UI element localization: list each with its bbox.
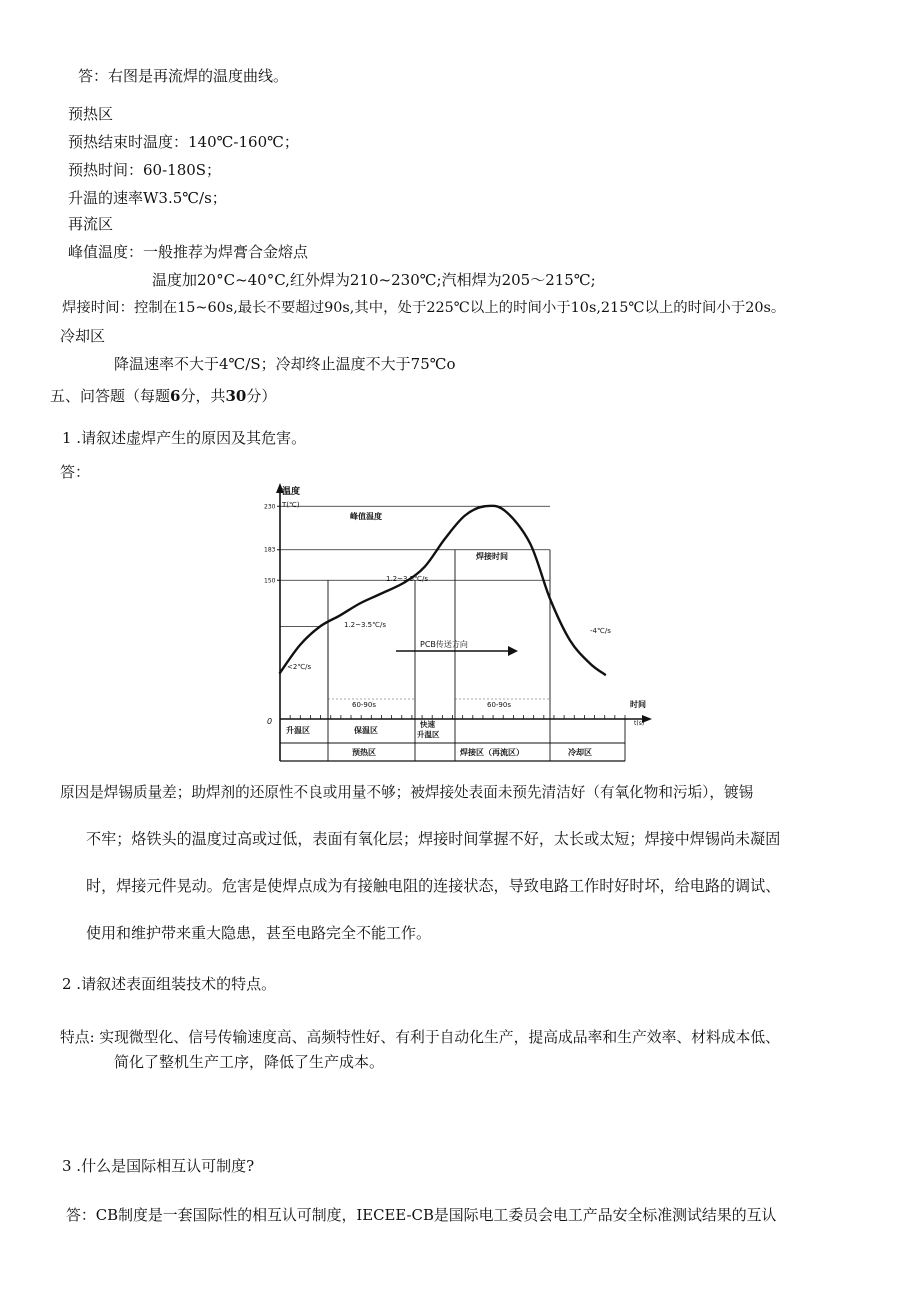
y-tick-label-183: 183 [264,546,276,554]
cooling-detail: 降温速率不大于4℃/S；冷却终止温度不大于75℃o [114,355,456,373]
answer-intro: 答：右图是再流焊的温度曲线。 [78,67,289,85]
preheat-time: 预热时间：60-180S； [68,161,222,179]
zone-reflow-label: 焊接区（再流区） [460,748,524,757]
section5-title-mid: 分，共 [180,387,226,405]
zone-fast-ramp-label: 升温区 [417,730,440,739]
q3-question: 3 .什么是国际相互认可制度? [62,1157,255,1175]
y-axis-unit: T(℃) [282,501,300,509]
q1-answer-label: 答： [60,463,91,481]
q3-answer: 答：CB制度是一套国际性的相互认可制度，IECEE-CB是国际电工委员会电工产品安全标准测试结果的互认 [66,1206,777,1224]
pcb-direction-label: PCB传送方向 [420,640,468,649]
origin-label: 0 [267,717,273,726]
chart-points [280,506,605,674]
q1-reason-line-1: 原因是焊锡质量差；助焊剂的还原性不良或用量不够；被焊接处表面未预先清洁好（有氧化物和污垢），镀锡 [60,784,754,801]
q2-answer-line-2: 简化了整机生产工序，降低了生产成本。 [114,1053,385,1071]
rate-fast-label: 1.2~3.5℃/s [386,575,428,583]
duration-reflow-label: 60-90s [487,701,511,709]
cool-rate-label: -4℃/s [590,627,611,635]
preheat-end-temp: 预热结束时温度：140℃-160℃； [68,133,299,151]
rate-low-label: <2℃/s [287,663,312,671]
cooling-heading: 冷却区 [60,327,106,345]
zone-preheat-label: 预热区 [352,748,376,757]
y-tick-label-230: 230 [264,503,276,511]
weld-time-label: 焊接时间 [476,552,508,561]
zone-cooling-label: 冷却区 [568,748,592,757]
reflow-profile-chart [262,481,652,767]
chart-grid [280,506,550,761]
x-axis-label: 时间 [630,700,646,709]
chart-axes [276,483,652,761]
section5-points: 6 [170,387,181,405]
reflow-peak-line1: 峰值温度：一般推荐为焊膏合金熔点 [68,243,309,261]
y-tick-label-150: 150 [264,577,276,585]
preheat-rate: 升温的速率W3.5℃/s； [68,189,227,207]
reflow-peak-line2: 温度加20°C~40°C,红外焊为210~230℃;汽相焊为205～215℃; [152,271,596,289]
q2-answer-line-1: 特点: 实现微型化、信号传输速度高、高频特性好、有利于自动化生产，提高成品率和生产效率、材料成本低、 [60,1029,780,1046]
section5-title-post: 分） [246,387,277,405]
zone-fast-label: 快速 [420,720,435,729]
reflow-weld-time: 焊接时间：控制在15~60s,最长不要超过90s,其中，处于225℃以上的时间小于10s,215℃以上的时间小于20s。 [62,300,786,316]
zone-soak-label: 保温区 [354,726,378,735]
rate-mid-label: 1.2~3.5℃/s [344,621,386,629]
q2-question: 2 .请叙述表面组装技术的特点。 [62,975,277,993]
q1-reason-line-3: 时，焊接元件晃动。危害是使焊点成为有接触电阻的连接状态，导致电路工作时好时坏，给电路的调试、 [86,877,781,895]
section5-title-pre: 五、问答题（每题 [50,387,171,405]
duration-preheat-label: 60-90s [352,701,376,709]
q1-question: 1 .请叙述虚焊产生的原因及其危害。 [62,429,307,447]
peak-temp-label: 峰值温度 [350,512,382,521]
q1-reason-line-4: 使用和维护带来重大隐患，甚至电路完全不能工作。 [86,924,432,942]
preheat-heading: 预热区 [68,105,114,123]
section5-title [50,386,276,406]
section5-total: 30 [225,387,247,405]
x-axis-unit: t(s) [634,720,645,727]
zone-ramp-label: 升温区 [286,726,310,735]
q1-reason-line-2: 不牢；烙铁头的温度过高或过低，表面有氧化层；焊接时间掌握不好，太长或太短；焊接中焊锡尚未凝固 [86,830,781,848]
reflow-heading: 再流区 [68,215,114,233]
temperature-curve [280,506,605,675]
y-axis-label: 温度 [282,487,301,497]
